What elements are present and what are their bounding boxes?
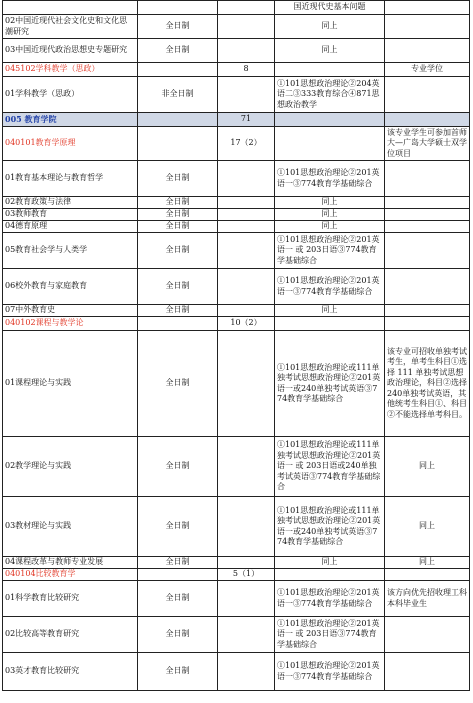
enrollment-number-cell xyxy=(218,437,275,497)
study-mode-cell: 全日制 xyxy=(138,497,218,557)
direction-name-cell: 06校外教育与家庭教育 xyxy=(3,269,138,305)
program-row xyxy=(3,331,470,437)
program-row xyxy=(3,209,470,221)
exam-subjects-cell: 同上 xyxy=(275,15,385,39)
enrollment-number-cell xyxy=(218,39,275,63)
program-row xyxy=(3,77,470,113)
enrollment-number-cell: 71 xyxy=(218,113,275,127)
remarks-cell: 该专业学生可参加首师大—广岛大学硕士双学位项目 xyxy=(385,127,470,161)
exam-subjects-cell xyxy=(275,113,385,127)
exam-subjects-cell: 同上 xyxy=(275,221,385,233)
program-row xyxy=(3,197,470,209)
direction-name-cell: 02比较高等教育研究 xyxy=(3,617,138,653)
remarks-cell xyxy=(385,113,470,127)
enrollment-number-cell xyxy=(218,557,275,569)
direction-name-cell: 02教育政策与法律 xyxy=(3,197,138,209)
exam-subjects-cell: ①101思想政治理论②204英语二③333教育综合④871思想政治教学 xyxy=(275,77,385,113)
study-mode-cell xyxy=(138,1,218,15)
study-mode-cell xyxy=(138,569,218,581)
exam-subjects-cell: 同上 xyxy=(275,305,385,317)
remarks-cell xyxy=(385,161,470,197)
exam-subjects-cell: ①101思想政治理论②201英语一③774教育学基础综合 xyxy=(275,581,385,617)
major-row xyxy=(3,63,470,77)
exam-subjects-cell: ①101思想政治理论或111单独考试思想政治理论②201英语一或240单独考试英语③774教育学基础综合 xyxy=(275,497,385,557)
remarks-cell xyxy=(385,15,470,39)
remarks-cell xyxy=(385,197,470,209)
study-mode-cell: 全日制 xyxy=(138,305,218,317)
direction-name-cell: 045102学科教学（思政） xyxy=(3,63,138,77)
direction-name-cell: 005 教育学院 xyxy=(3,113,138,127)
enrollment-number-cell xyxy=(218,497,275,557)
enrollment-number-cell xyxy=(218,221,275,233)
exam-subjects-cell: ①101思想政治理论或111单独考试思想政治理论②201英语一 或 203日语或240单独考试英语③774教育学基础综合 xyxy=(275,437,385,497)
study-mode-cell xyxy=(138,127,218,161)
program-row xyxy=(3,497,470,557)
study-mode-cell: 全日制 xyxy=(138,617,218,653)
direction-name-cell: 01课程理论与实践 xyxy=(3,331,138,437)
study-mode-cell: 全日制 xyxy=(138,557,218,569)
program-row xyxy=(3,305,470,317)
program-row xyxy=(3,653,470,691)
study-mode-cell: 全日制 xyxy=(138,15,218,39)
direction-name-cell xyxy=(3,1,138,15)
enrollment-number-cell xyxy=(218,15,275,39)
enrollment-number-cell xyxy=(218,197,275,209)
direction-name-cell: 02教学理论与实践 xyxy=(3,437,138,497)
exam-subjects-cell: 国近现代史基本问题 xyxy=(275,1,385,15)
enrollment-number-cell xyxy=(218,581,275,617)
remarks-cell xyxy=(385,39,470,63)
exam-subjects-cell: ①101思想政治理论②201英语一③774教育学基础综合 xyxy=(275,269,385,305)
study-mode-cell: 全日制 xyxy=(138,581,218,617)
enrollment-number-cell xyxy=(218,161,275,197)
enrollment-number-cell xyxy=(218,305,275,317)
study-mode-cell: 全日制 xyxy=(138,221,218,233)
direction-name-cell: 040104比较教育学 xyxy=(3,569,138,581)
enrollment-number-cell xyxy=(218,233,275,269)
study-mode-cell xyxy=(138,113,218,127)
exam-subjects-cell: 同上 xyxy=(275,197,385,209)
direction-name-cell: 01科学教育比较研究 xyxy=(3,581,138,617)
exam-subjects-cell: ①101思想政治理论或111单独考试思想政治理论②201英语一或240单独考试英语③774教育学基础综合 xyxy=(275,331,385,437)
enrollment-number-cell xyxy=(218,77,275,113)
major-row xyxy=(3,317,470,331)
remarks-cell xyxy=(385,209,470,221)
remarks-cell: 专业学位 xyxy=(385,63,470,77)
remarks-cell xyxy=(385,617,470,653)
enrollment-number-cell xyxy=(218,269,275,305)
program-row xyxy=(3,617,470,653)
program-row xyxy=(3,161,470,197)
enrollment-number-cell: 5（1） xyxy=(218,569,275,581)
study-mode-cell: 全日制 xyxy=(138,39,218,63)
study-mode-cell: 全日制 xyxy=(138,437,218,497)
exam-subjects-cell: ①101思想政治理论②201英语一 或 203日语③774教育学基础综合 xyxy=(275,233,385,269)
program-row xyxy=(3,233,470,269)
program-row xyxy=(3,437,470,497)
program-row xyxy=(3,557,470,569)
direction-name-cell: 03教材理论与实践 xyxy=(3,497,138,557)
remarks-cell: 该专业可招收单独考试考生，单考生科目①选择 111 单独考试思想政治理论，科目②选择240单独考试英语，其他统考生科目①、科目②不能选择单考科目。 xyxy=(385,331,470,437)
major-row xyxy=(3,569,470,581)
program-row xyxy=(3,1,470,15)
enrollment-number-cell: 17（2） xyxy=(218,127,275,161)
program-row xyxy=(3,15,470,39)
exam-subjects-cell: ①101思想政治理论②201英语一③774教育学基础综合 xyxy=(275,653,385,691)
exam-subjects-cell: ①101思想政治理论②201英语一③774教育学基础综合 xyxy=(275,161,385,197)
remarks-cell xyxy=(385,77,470,113)
enrollment-number-cell xyxy=(218,209,275,221)
enrollment-number-cell: 8 xyxy=(218,63,275,77)
direction-name-cell: 03教师教育 xyxy=(3,209,138,221)
study-mode-cell: 非全日制 xyxy=(138,77,218,113)
exam-subjects-cell: 同上 xyxy=(275,39,385,63)
enrollment-number-cell xyxy=(218,617,275,653)
enrollment-number-cell xyxy=(218,331,275,437)
remarks-cell xyxy=(385,653,470,691)
direction-name-cell: 04德育原理 xyxy=(3,221,138,233)
study-mode-cell xyxy=(138,317,218,331)
direction-name-cell: 040101教育学原理 xyxy=(3,127,138,161)
study-mode-cell: 全日制 xyxy=(138,269,218,305)
exam-subjects-cell: 同上 xyxy=(275,209,385,221)
direction-name-cell: 04课程改革与教师专业发展 xyxy=(3,557,138,569)
remarks-cell xyxy=(385,569,470,581)
remarks-cell: 同上 xyxy=(385,437,470,497)
remarks-cell xyxy=(385,1,470,15)
study-mode-cell: 全日制 xyxy=(138,331,218,437)
enrollment-number-cell xyxy=(218,1,275,15)
exam-subjects-cell xyxy=(275,127,385,161)
exam-subjects-cell xyxy=(275,63,385,77)
direction-name-cell: 02中国近现代社会文化史和文化思潮研究 xyxy=(3,15,138,39)
program-row xyxy=(3,39,470,63)
exam-subjects-cell: 同上 xyxy=(275,557,385,569)
remarks-cell xyxy=(385,269,470,305)
direction-name-cell: 05教育社会学与人类学 xyxy=(3,233,138,269)
remarks-cell xyxy=(385,233,470,269)
remarks-cell xyxy=(385,221,470,233)
enrollment-number-cell xyxy=(218,653,275,691)
remarks-cell: 同上 xyxy=(385,497,470,557)
remarks-cell: 同上 xyxy=(385,557,470,569)
study-mode-cell: 全日制 xyxy=(138,209,218,221)
remarks-cell: 该方向优先招收理工科本科毕业生 xyxy=(385,581,470,617)
exam-subjects-cell xyxy=(275,317,385,331)
direction-name-cell: 040102课程与教学论 xyxy=(3,317,138,331)
study-mode-cell: 全日制 xyxy=(138,197,218,209)
direction-name-cell: 03英才教育比较研究 xyxy=(3,653,138,691)
study-mode-cell: 全日制 xyxy=(138,161,218,197)
admissions-table xyxy=(2,0,470,691)
study-mode-cell: 全日制 xyxy=(138,653,218,691)
program-row xyxy=(3,581,470,617)
study-mode-cell: 全日制 xyxy=(138,233,218,269)
exam-subjects-cell xyxy=(275,569,385,581)
enrollment-number-cell: 10（2） xyxy=(218,317,275,331)
exam-subjects-cell: ①101思想政治理论②201英语一 或 203日语③774教育学基础综合 xyxy=(275,617,385,653)
college-row xyxy=(3,113,470,127)
remarks-cell xyxy=(385,305,470,317)
study-mode-cell xyxy=(138,63,218,77)
admissions-table-body xyxy=(3,1,470,691)
direction-name-cell: 01学科教学（思政） xyxy=(3,77,138,113)
program-row xyxy=(3,221,470,233)
program-row xyxy=(3,269,470,305)
direction-name-cell: 07中外教育史 xyxy=(3,305,138,317)
direction-name-cell: 03中国近现代政治思想史专题研究 xyxy=(3,39,138,63)
major-row xyxy=(3,127,470,161)
remarks-cell xyxy=(385,317,470,331)
direction-name-cell: 01教育基本理论与教育哲学 xyxy=(3,161,138,197)
